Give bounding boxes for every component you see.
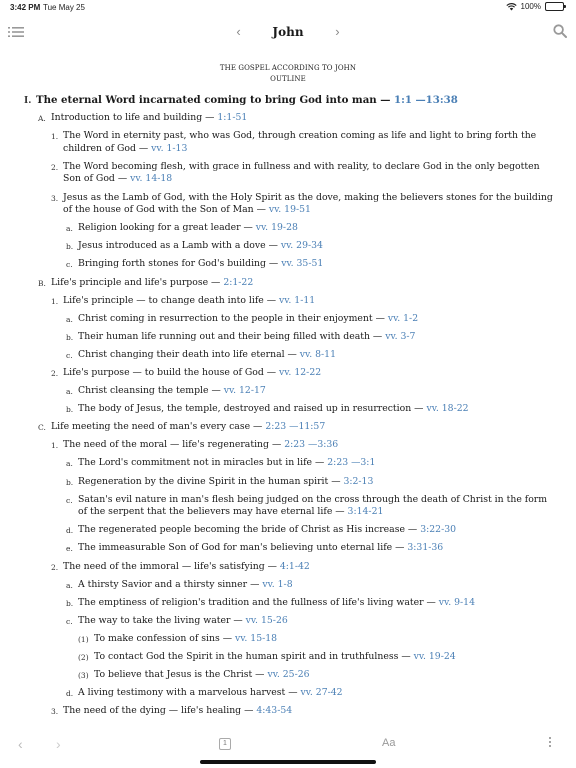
status-bar — [0, 0, 576, 16]
outline-item — [0, 669, 576, 682]
outline-item — [0, 192, 576, 217]
outline-text: The body of Jesus, the temple, destroyed and raised up in resurrection — — [78, 403, 427, 415]
battery-percent: 100% — [520, 2, 541, 11]
outline-item — [0, 385, 576, 398]
page-icon[interactable]: 1 — [219, 738, 231, 750]
verse-reference-link[interactable]: vv. 19-28 — [255, 222, 298, 234]
font-settings-button[interactable]: Aa — [382, 737, 396, 749]
status-date: Tue May 25 — [43, 3, 85, 12]
outline-text: The eternal Word incarnated coming to bring God into man — — [36, 94, 394, 106]
verse-reference-link[interactable]: 2:23 —3:1 — [327, 457, 376, 469]
verse-reference-link[interactable]: 1:1-51 — [217, 112, 248, 124]
verse-reference-link[interactable]: vv. 3-7 — [385, 330, 416, 342]
outline-text: Religion looking for a great leader — — [78, 222, 256, 234]
outline-text: To make confession of sins — — [94, 632, 235, 644]
outline-marker: (2) — [78, 653, 89, 662]
outline-item — [0, 130, 576, 155]
outline-text: The need of the dying — life's healing — — [63, 705, 257, 717]
outline-marker: (1) — [78, 634, 89, 644]
outline-marker: (3) — [78, 671, 89, 681]
outline-text: Christ cleansing the temple — — [78, 385, 224, 397]
outline-text: Satan's evil nature in man's flesh being judged on the cross through the death of Christ in the form of the serpent that the believers may have eternal life — — [78, 493, 548, 518]
verse-reference-link[interactable]: 1:1 —13:38 — [394, 94, 458, 106]
outline-item — [0, 597, 576, 610]
outline-content — [0, 60, 576, 730]
outline-text: The emptiness of religion's tradition and the fullness of life's living water — — [78, 596, 439, 608]
outline-item — [0, 476, 576, 489]
outline-marker: a. — [66, 387, 73, 397]
verse-reference-link[interactable]: vv. 19-24 — [413, 651, 456, 662]
verse-reference-link[interactable]: vv. 12-22 — [279, 367, 322, 378]
outline-marker: b. — [66, 242, 74, 252]
outline-marker: 2. — [51, 162, 59, 172]
outline-marker: b. — [66, 598, 74, 608]
outline-item — [0, 258, 576, 271]
outline-text: The way to take the living water — — [78, 614, 246, 626]
verse-reference-link[interactable]: vv. 25-26 — [267, 669, 310, 681]
outline-marker: 1. — [51, 296, 59, 306]
outline-item — [0, 331, 576, 344]
wifi-icon — [506, 3, 517, 11]
outline-text: A living testimony with a marvelous harvest — — [78, 687, 301, 699]
outline-text: Life's principle — to change death into life — — [63, 294, 279, 306]
book-nav — [0, 23, 576, 41]
more-icon[interactable] — [548, 735, 552, 749]
outline-marker: a. — [66, 459, 73, 469]
outline-item — [0, 161, 576, 186]
outline-item — [0, 524, 576, 537]
verse-reference-link[interactable]: 3:14-21 — [347, 506, 384, 518]
outline-text: Bringing forth stones for God's building — — [78, 258, 282, 270]
outline-marker: a. — [66, 314, 73, 324]
outline-marker: 2. — [51, 369, 59, 378]
outline-marker: d. — [66, 689, 74, 699]
outline-item — [0, 277, 576, 290]
outline-item — [0, 439, 576, 452]
battery-icon — [545, 2, 564, 11]
outline-marker: b. — [66, 477, 74, 487]
verse-reference-link[interactable]: vv. 18-22 — [426, 403, 469, 415]
outline-text: Regeneration by the divine Spirit in the human spirit — — [78, 475, 344, 487]
outline-item — [0, 403, 576, 416]
outline-item — [0, 457, 576, 470]
outline-marker: 1. — [51, 441, 59, 451]
book-heading: THE GOSPEL ACCORDING TO JOHN — [219, 64, 357, 72]
back-button[interactable]: ‹ — [18, 736, 23, 752]
outline-marker: d. — [66, 526, 74, 536]
outline-text: Christ changing their death into life eternal — — [78, 348, 300, 360]
outline-item — [0, 240, 576, 253]
verse-reference-link[interactable]: vv. 1-8 — [262, 578, 293, 590]
outline-item — [0, 615, 576, 628]
outline-text: Life meeting the need of man's every case — — [51, 421, 266, 433]
outline-text: Introduction to life and building — — [51, 112, 218, 124]
outline-marker: B. — [38, 278, 46, 288]
outline-item — [0, 633, 576, 646]
verse-reference-link[interactable]: vv. 15-18 — [234, 632, 278, 644]
outline-text: Life's principle and life's purpose — — [51, 276, 224, 288]
outline-text: Jesus introduced as a Lamb with a dove — — [78, 240, 281, 252]
outline-marker: b. — [66, 405, 74, 415]
outline-item — [0, 313, 576, 326]
outline-item — [0, 112, 576, 125]
outline-marker: c. — [66, 616, 73, 626]
outline-item — [0, 705, 576, 718]
status-right — [506, 2, 564, 11]
search-icon[interactable] — [553, 24, 567, 38]
verse-reference-link[interactable]: 3:22-30 — [420, 524, 457, 536]
verse-reference-link[interactable]: vv. 8-11 — [299, 348, 336, 360]
prev-book-button[interactable]: ‹ — [236, 24, 241, 40]
verse-reference-link[interactable]: 2:23 —3:36 — [284, 439, 339, 451]
outline-text: Christ coming in resurrection to the people in their enjoyment — — [78, 312, 388, 324]
verse-reference-link[interactable]: vv. 1-2 — [387, 312, 419, 324]
outline-item — [0, 367, 576, 380]
outline-marker: 3. — [51, 193, 59, 203]
outline-item — [0, 494, 576, 519]
outline-item — [0, 349, 576, 362]
outline-text: To contact God the Spirit in the human spirit and in truthfulness — — [94, 651, 414, 662]
outline-item — [0, 542, 576, 555]
verse-reference-link[interactable]: vv. 29-34 — [280, 240, 323, 252]
outline-marker: c. — [66, 495, 73, 505]
outline-text: The Word in eternity past, who was God, through creation coming as life and light to bring forth the children of God — — [63, 130, 537, 154]
outline-text: The need of the immoral — life's satisfying — — [63, 560, 280, 572]
verse-reference-link[interactable]: vv. 1-13 — [151, 142, 188, 154]
home-indicator — [200, 760, 376, 764]
outline-marker: A. — [38, 114, 46, 124]
verse-reference-link[interactable]: vv. 27-42 — [300, 687, 343, 699]
forward-button[interactable]: › — [56, 736, 61, 752]
outline-text: The regenerated people becoming the bride of Christ as His increase — — [78, 524, 421, 536]
status-time: 3:42 PM — [10, 3, 41, 12]
outline-marker: b. — [66, 332, 74, 342]
outline-list — [0, 94, 576, 718]
verse-reference-link[interactable]: 3:31-36 — [407, 542, 444, 554]
outline-text: The need of the moral — life's regenerating — — [63, 439, 285, 451]
outline-text: A thirsty Savior and a thirsty sinner — — [78, 578, 263, 590]
outline-item — [0, 421, 576, 434]
outline-text: Life's purpose — to build the house of God — — [63, 367, 280, 378]
outline-marker: C. — [38, 423, 46, 433]
verse-reference-link[interactable]: vv. 35-51 — [281, 258, 324, 270]
verse-reference-link[interactable]: vv. 15-26 — [245, 614, 288, 626]
verse-reference-link[interactable]: 4:43-54 — [256, 705, 293, 717]
nav-bar — [0, 16, 576, 48]
outline-marker: 1. — [51, 132, 59, 142]
outline-marker: I. — [24, 96, 32, 106]
outline-text: Their human life running out and their being filled with death — — [78, 330, 386, 342]
verse-reference-link[interactable]: vv. 9-14 — [438, 596, 475, 608]
outline-item — [0, 295, 576, 308]
outline-text: Jesus as the Lamb of God, with the Holy Spirit as the dove, making the believers stones for the building of the house of God with the Son of Man — — [63, 191, 553, 216]
bottom-toolbar — [0, 730, 576, 768]
verse-reference-link[interactable]: 2:1-22 — [223, 276, 254, 288]
outline-text: The Word becoming flesh, with grace in fullness and with reality, to declare God in the only begotten Son of God — — [63, 160, 540, 185]
book-title[interactable]: John — [272, 24, 304, 39]
outline-marker: c. — [66, 350, 73, 360]
verse-reference-link[interactable]: vv. 12-17 — [223, 385, 266, 397]
verse-reference-link[interactable]: 4:1-42 — [279, 560, 310, 572]
next-book-button[interactable]: › — [335, 24, 340, 40]
outline-item — [0, 561, 576, 574]
verse-reference-link[interactable]: vv. 19-51 — [268, 204, 311, 216]
outline-marker: 3. — [51, 707, 59, 717]
outline-heading: OUTLINE — [270, 74, 306, 83]
outline-text: To believe that Jesus is the Christ — — [94, 669, 268, 681]
verse-reference-link[interactable]: 2:23 —11:57 — [265, 421, 326, 433]
outline-marker: a. — [66, 580, 73, 590]
outline-text: The immeasurable Son of God for man's believing unto eternal life — — [78, 542, 408, 554]
outline-marker: c. — [66, 260, 73, 270]
outline-item — [0, 94, 576, 107]
outline-marker: a. — [66, 224, 73, 234]
outline-item — [0, 651, 576, 664]
verse-reference-link[interactable]: vv. 1-11 — [279, 294, 316, 306]
outline-item — [0, 579, 576, 592]
outline-marker: 2. — [51, 562, 59, 572]
verse-reference-link[interactable]: vv. 14-18 — [130, 173, 173, 185]
verse-reference-link[interactable]: 3:2-13 — [343, 475, 374, 487]
outline-item — [0, 222, 576, 235]
outline-marker: e. — [66, 544, 73, 554]
outline-text: The Lord's commitment not in miracles but in life — — [78, 457, 328, 469]
outline-item — [0, 687, 576, 700]
